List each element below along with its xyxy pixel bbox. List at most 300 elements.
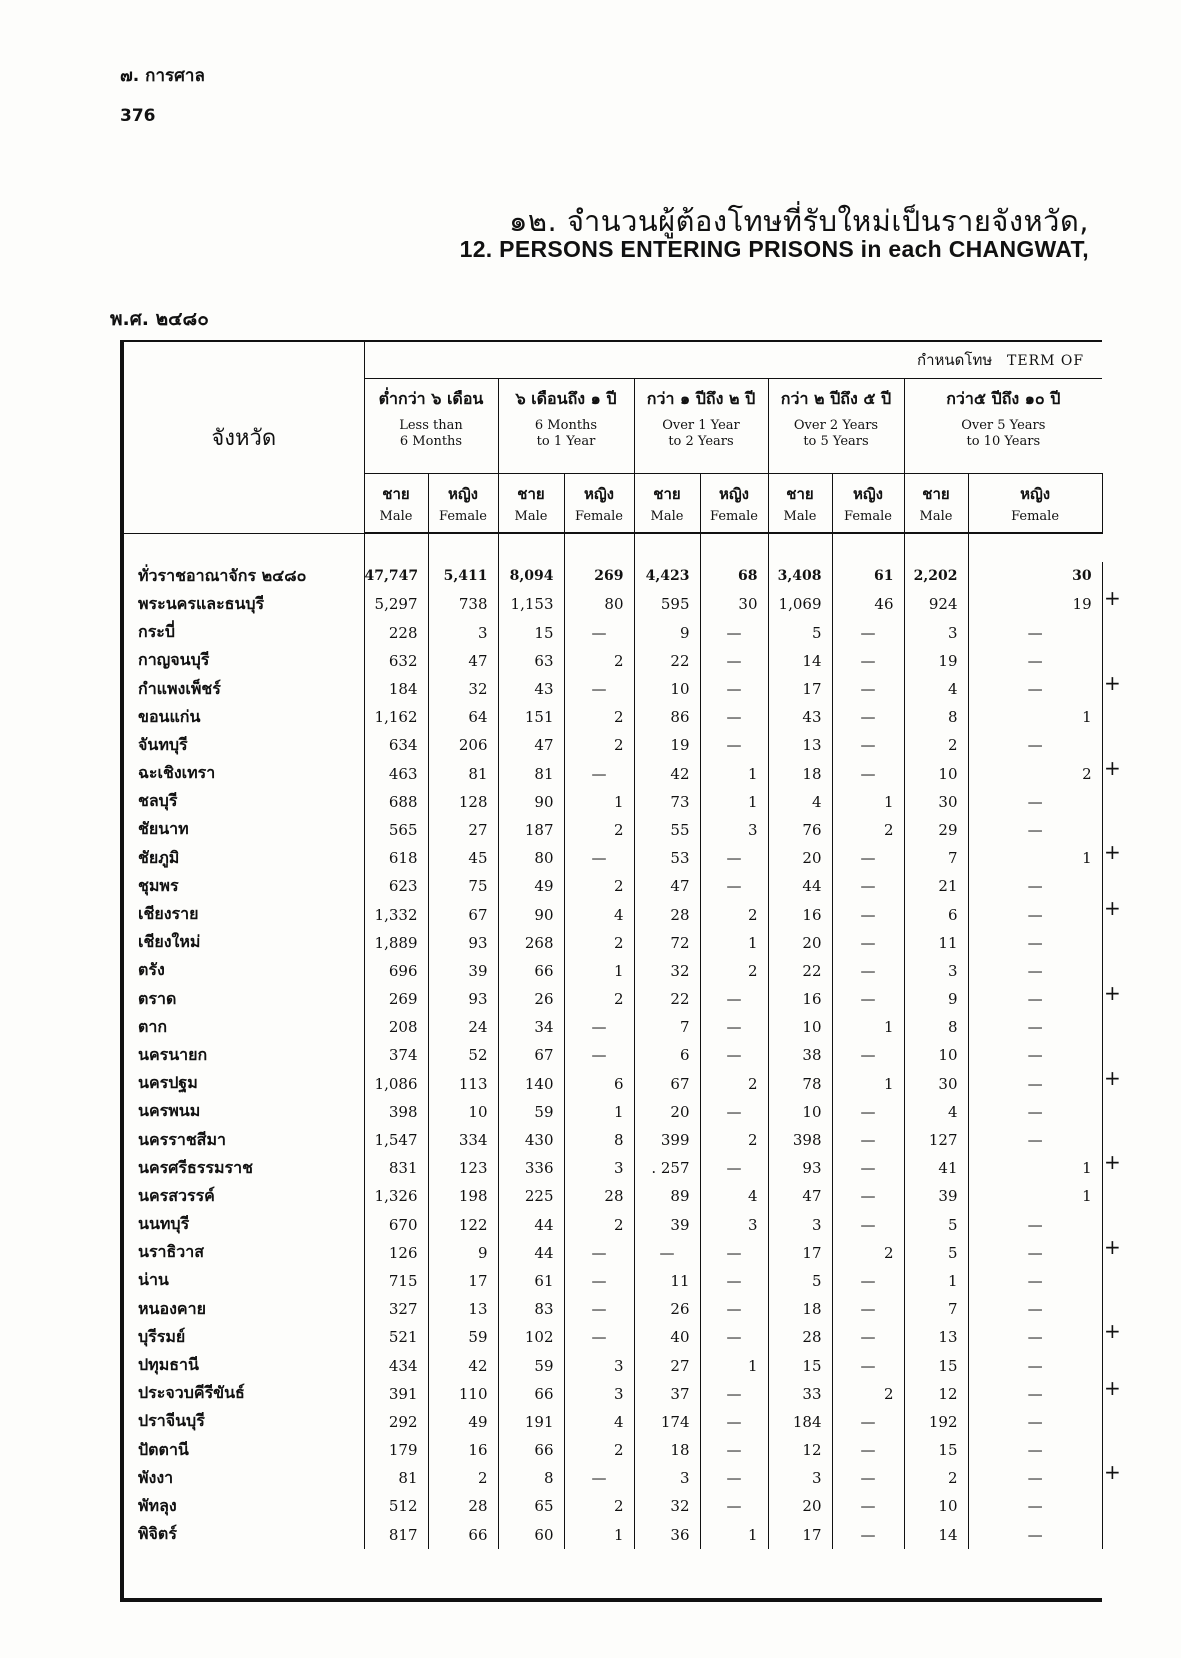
title-english: 12. PERSONS ENTERING PRISONS in each CHANGWAT, — [459, 236, 1089, 262]
female-value-cell: 67 — [428, 900, 498, 928]
female-value-cell: — — [832, 957, 904, 985]
plus-mark: + — [1104, 670, 1121, 695]
male-value-cell: 21 — [904, 872, 968, 900]
male-value-cell: 20 — [768, 1492, 832, 1520]
male-header-english: Male — [379, 509, 413, 524]
male-value-cell: 3 — [904, 957, 968, 985]
female-value-cell: 27 — [428, 816, 498, 844]
spacer-cell — [700, 533, 768, 562]
female-value-cell: — — [700, 844, 768, 872]
male-header-thai: ชาย — [517, 485, 545, 503]
province-name: นนทบุรี — [124, 1211, 364, 1239]
male-value-cell: 90 — [498, 900, 564, 928]
male-value-cell: 670 — [364, 1211, 428, 1239]
female-value-cell: — — [700, 1436, 768, 1464]
province-name: นครนายก — [124, 1041, 364, 1069]
female-header-english: Female — [1011, 509, 1060, 524]
spacer-cell — [832, 533, 904, 562]
female-value-cell: 39 — [428, 957, 498, 985]
term-group-header — [768, 379, 904, 474]
table-row — [124, 731, 1102, 759]
table-row — [124, 816, 1102, 844]
female-value-cell: — — [700, 1408, 768, 1436]
female-value-cell: 128 — [428, 788, 498, 816]
female-value-cell: — — [564, 844, 634, 872]
male-header-english: Male — [650, 509, 684, 524]
male-value-cell: 374 — [364, 1041, 428, 1069]
male-value-cell: 831 — [364, 1154, 428, 1182]
male-value-cell: 47,747 — [364, 562, 428, 590]
title-thai: ๑๒. จำนวนผู้ต้องโทษที่รับใหม่เป็นรายจังหวัด, — [509, 204, 1089, 238]
female-value-cell: — — [968, 1408, 1102, 1436]
plus-mark: + — [1104, 755, 1121, 780]
male-value-cell: 59 — [498, 1098, 564, 1126]
male-value-cell: 16 — [768, 900, 832, 928]
province-name: กำแพงเพ็ชร์ — [124, 675, 364, 703]
male-value-cell: 27 — [634, 1351, 700, 1379]
female-value-cell: 2 — [700, 957, 768, 985]
female-value-cell: — — [968, 816, 1102, 844]
female-value-cell: — — [968, 929, 1102, 957]
female-value-cell: — — [564, 1239, 634, 1267]
male-value-cell: 13 — [768, 731, 832, 759]
table-row — [124, 1323, 1102, 1351]
province-name: ขอนแก่น — [124, 703, 364, 731]
term-group-thai: ต่ำกว่า ๖ เดือน — [378, 389, 484, 408]
female-column-header — [428, 474, 498, 534]
female-value-cell: — — [564, 1464, 634, 1492]
province-name: นครพนม — [124, 1098, 364, 1126]
term-group-header — [634, 379, 768, 474]
female-value-cell: 198 — [428, 1182, 498, 1210]
year-label: พ.ศ. ๒๔๘๐ — [110, 308, 209, 330]
female-value-cell: — — [700, 1239, 768, 1267]
male-value-cell: 1,162 — [364, 703, 428, 731]
female-value-cell: — — [832, 1521, 904, 1549]
total-row — [124, 562, 1102, 590]
male-value-cell: 4 — [768, 788, 832, 816]
female-value-cell: — — [564, 1013, 634, 1041]
male-value-cell: 18 — [768, 1295, 832, 1323]
plus-mark: + — [1104, 1234, 1121, 1259]
male-value-cell: 7 — [904, 844, 968, 872]
spacer-cell — [364, 533, 428, 562]
term-group-thai: กว่า๕ ปีถึง ๑๐ ปี — [946, 389, 1061, 408]
province-header: จังหวัด — [124, 342, 364, 533]
female-value-cell: 80 — [564, 590, 634, 618]
male-value-cell: 36 — [634, 1521, 700, 1549]
male-value-cell: 14 — [768, 647, 832, 675]
male-value-cell: 28 — [768, 1323, 832, 1351]
term-group-english-1: Over 2 Years — [793, 418, 879, 433]
term-header-english: TERM OF — [1007, 353, 1085, 369]
female-value-cell: 61 — [832, 562, 904, 590]
male-value-cell: 292 — [364, 1408, 428, 1436]
male-column-header — [768, 474, 832, 534]
male-value-cell: 59 — [498, 1351, 564, 1379]
term-group-header — [364, 379, 498, 474]
female-value-cell: 2 — [564, 1492, 634, 1520]
table-row — [124, 675, 1102, 703]
female-value-cell: 4 — [700, 1182, 768, 1210]
female-value-cell: 1 — [564, 788, 634, 816]
table-row — [124, 1154, 1102, 1182]
female-value-cell: 2 — [564, 872, 634, 900]
female-value-cell: 30 — [968, 562, 1102, 590]
spacer-cell — [428, 533, 498, 562]
female-value-cell: — — [700, 1098, 768, 1126]
female-value-cell: — — [700, 1267, 768, 1295]
male-value-cell: 8,094 — [498, 562, 564, 590]
female-value-cell: 93 — [428, 985, 498, 1013]
male-value-cell: 44 — [498, 1239, 564, 1267]
province-name: เชียงใหม่ — [124, 929, 364, 957]
female-value-cell: — — [832, 1098, 904, 1126]
male-value-cell: 61 — [498, 1267, 564, 1295]
term-group-english-2: to 5 Years — [803, 434, 869, 449]
male-value-cell: 80 — [498, 844, 564, 872]
female-value-cell: — — [700, 1013, 768, 1041]
male-value-cell: 1 — [904, 1267, 968, 1295]
table-row — [124, 1098, 1102, 1126]
female-value-cell: 45 — [428, 844, 498, 872]
male-header-thai: ชาย — [382, 485, 410, 503]
male-value-cell: 8 — [904, 703, 968, 731]
male-value-cell: 1,326 — [364, 1182, 428, 1210]
table-row — [124, 1239, 1102, 1267]
male-value-cell: 81 — [364, 1464, 428, 1492]
male-value-cell: 715 — [364, 1267, 428, 1295]
female-value-cell: — — [968, 1013, 1102, 1041]
male-value-cell: 1,547 — [364, 1126, 428, 1154]
term-group-english-2: to 1 Year — [536, 434, 596, 449]
female-header-thai: หญิง — [719, 485, 749, 503]
page-number: 376 — [120, 106, 156, 126]
spacer-cell — [498, 533, 564, 562]
term-header-thai: กำหนดโทษ — [917, 351, 993, 369]
female-value-cell: 8 — [564, 1126, 634, 1154]
female-value-cell: 1 — [832, 1070, 904, 1098]
table-row — [124, 872, 1102, 900]
female-value-cell: — — [968, 1295, 1102, 1323]
spacer-cell — [968, 533, 1102, 562]
male-value-cell: 151 — [498, 703, 564, 731]
male-value-cell: 32 — [634, 1492, 700, 1520]
female-value-cell: — — [832, 1408, 904, 1436]
male-value-cell: 924 — [904, 590, 968, 618]
plus-mark: + — [1104, 896, 1121, 921]
male-value-cell: 37 — [634, 1380, 700, 1408]
male-value-cell: 327 — [364, 1295, 428, 1323]
female-value-cell: 64 — [428, 703, 498, 731]
male-value-cell: 34 — [498, 1013, 564, 1041]
male-value-cell: 208 — [364, 1013, 428, 1041]
male-value-cell: 63 — [498, 647, 564, 675]
female-value-cell: — — [832, 1154, 904, 1182]
female-value-cell: 10 — [428, 1098, 498, 1126]
male-value-cell: 15 — [768, 1351, 832, 1379]
female-value-cell: — — [832, 1351, 904, 1379]
plus-mark: + — [1104, 1460, 1121, 1485]
female-value-cell: — — [832, 1211, 904, 1239]
female-value-cell: — — [968, 1041, 1102, 1069]
female-value-cell: 9 — [428, 1239, 498, 1267]
province-name: ชัยภูมิ — [124, 844, 364, 872]
spacer-cell — [768, 533, 832, 562]
male-value-cell: 38 — [768, 1041, 832, 1069]
male-value-cell: 817 — [364, 1521, 428, 1549]
female-value-cell: — — [700, 1323, 768, 1351]
plus-mark: + — [1104, 981, 1121, 1005]
male-value-cell: 5,297 — [364, 590, 428, 618]
female-value-cell: 2 — [832, 816, 904, 844]
female-value-cell: 110 — [428, 1380, 498, 1408]
female-value-cell: — — [968, 985, 1102, 1013]
female-value-cell: 46 — [832, 590, 904, 618]
female-value-cell: 3 — [700, 816, 768, 844]
term-group-english-2: to 2 Years — [668, 434, 734, 449]
male-column-header — [498, 474, 564, 534]
male-value-cell: 32 — [634, 957, 700, 985]
male-value-cell: 595 — [634, 590, 700, 618]
male-value-cell: 17 — [768, 675, 832, 703]
table-row — [124, 1408, 1102, 1436]
male-value-cell: 47 — [498, 731, 564, 759]
female-value-cell: — — [564, 1267, 634, 1295]
male-value-cell: 3 — [768, 1211, 832, 1239]
female-value-cell: — — [700, 1041, 768, 1069]
male-value-cell: 22 — [768, 957, 832, 985]
male-value-cell: 3 — [768, 1464, 832, 1492]
female-value-cell: — — [832, 1126, 904, 1154]
female-value-cell: — — [832, 929, 904, 957]
female-value-cell: — — [832, 619, 904, 647]
province-name: ประจวบคีรีขันธ์ — [124, 1380, 364, 1408]
female-value-cell: 2 — [564, 703, 634, 731]
term-group-thai: กว่า ๒ ปีถึง ๕ ปี — [780, 389, 892, 408]
female-value-cell: — — [832, 900, 904, 928]
male-value-cell: 228 — [364, 619, 428, 647]
female-value-cell: — — [832, 675, 904, 703]
male-value-cell: 4 — [904, 675, 968, 703]
female-value-cell: 93 — [428, 929, 498, 957]
female-value-cell: — — [968, 1070, 1102, 1098]
male-value-cell: 336 — [498, 1154, 564, 1182]
province-name: กาญจนบุรี — [124, 647, 364, 675]
female-value-cell: 2 — [564, 929, 634, 957]
female-value-cell: — — [700, 872, 768, 900]
province-name: ปทุมธานี — [124, 1351, 364, 1379]
male-value-cell: 3 — [904, 619, 968, 647]
term-group-english-1: Over 1 Year — [662, 418, 740, 433]
term-group-english-1: 6 Months — [534, 418, 598, 433]
female-value-cell: — — [832, 1267, 904, 1295]
plus-mark: + — [1104, 586, 1121, 611]
female-value-cell: 75 — [428, 872, 498, 900]
male-value-cell: 225 — [498, 1182, 564, 1210]
female-column-header — [700, 474, 768, 534]
female-value-cell: 24 — [428, 1013, 498, 1041]
male-header-thai: ชาย — [653, 485, 681, 503]
female-value-cell: — — [700, 1380, 768, 1408]
term-group-english-1: Over 5 Years — [961, 418, 1046, 433]
male-value-cell: 67 — [634, 1070, 700, 1098]
male-value-cell: 399 — [634, 1126, 700, 1154]
female-value-cell: — — [968, 1098, 1102, 1126]
province-name: ทั่วราชอาณาจักร ๒๔๘๐ — [124, 562, 364, 590]
male-value-cell: 6 — [904, 900, 968, 928]
female-value-cell: — — [832, 731, 904, 759]
female-value-cell: 28 — [428, 1492, 498, 1520]
female-value-cell: 3 — [564, 1351, 634, 1379]
male-value-cell: 268 — [498, 929, 564, 957]
female-value-cell: 1 — [832, 788, 904, 816]
female-value-cell: 2 — [428, 1464, 498, 1492]
female-value-cell: — — [968, 1126, 1102, 1154]
male-value-cell: 5 — [904, 1211, 968, 1239]
province-name: นครปฐม — [124, 1070, 364, 1098]
male-value-cell: 16 — [768, 985, 832, 1013]
male-value-cell: 269 — [364, 985, 428, 1013]
male-column-header — [364, 474, 428, 534]
male-value-cell: 565 — [364, 816, 428, 844]
plus-mark: + — [1104, 1375, 1121, 1400]
male-value-cell: 83 — [498, 1295, 564, 1323]
male-value-cell: 41 — [904, 1154, 968, 1182]
female-value-cell: — — [832, 1323, 904, 1351]
female-value-cell: 2 — [564, 985, 634, 1013]
male-value-cell: 3,408 — [768, 562, 832, 590]
female-value-cell: — — [564, 1041, 634, 1069]
male-value-cell: 191 — [498, 1408, 564, 1436]
female-value-cell: 13 — [428, 1295, 498, 1323]
female-value-cell: 2 — [832, 1239, 904, 1267]
female-value-cell: 122 — [428, 1211, 498, 1239]
province-name: พิจิตร์ — [124, 1521, 364, 1549]
female-value-cell: — — [700, 1464, 768, 1492]
male-value-cell: 81 — [498, 760, 564, 788]
male-value-cell: 53 — [634, 844, 700, 872]
province-name: กระบี่ — [124, 619, 364, 647]
table-row — [124, 590, 1102, 618]
male-value-cell: 93 — [768, 1154, 832, 1182]
male-value-cell: 17 — [768, 1521, 832, 1549]
female-value-cell: — — [968, 1211, 1102, 1239]
female-value-cell: 1 — [832, 1013, 904, 1041]
province-name: น่าน — [124, 1267, 364, 1295]
male-value-cell: 463 — [364, 760, 428, 788]
plus-mark: + — [1104, 1065, 1121, 1090]
male-value-cell: 76 — [768, 816, 832, 844]
male-value-cell: 187 — [498, 816, 564, 844]
female-value-cell: 1 — [700, 1521, 768, 1549]
male-value-cell: 19 — [634, 731, 700, 759]
table-row — [124, 1295, 1102, 1323]
male-value-cell: 29 — [904, 816, 968, 844]
table-row — [124, 929, 1102, 957]
table-row — [124, 1041, 1102, 1069]
male-value-cell: 60 — [498, 1521, 564, 1549]
plus-mark: + — [1104, 1319, 1121, 1344]
male-value-cell: 19 — [904, 647, 968, 675]
male-value-cell: 8 — [904, 1013, 968, 1041]
female-header-english: Female — [710, 509, 758, 524]
male-value-cell: 179 — [364, 1436, 428, 1464]
table-row — [124, 1521, 1102, 1549]
province-name: ชลบุรี — [124, 788, 364, 816]
province-name: ตรัง — [124, 957, 364, 985]
male-value-cell: 102 — [498, 1323, 564, 1351]
term-group-header — [498, 379, 634, 474]
female-value-cell: — — [700, 647, 768, 675]
male-value-cell: 688 — [364, 788, 428, 816]
female-value-cell: — — [968, 957, 1102, 985]
table-row — [124, 1126, 1102, 1154]
term-group-thai: กว่า ๑ ปีถึง ๒ ปี — [646, 389, 756, 408]
spacer-cell — [124, 533, 364, 562]
female-value-cell: 1 — [968, 703, 1102, 731]
male-value-cell: 398 — [768, 1126, 832, 1154]
male-header-english: Male — [919, 509, 953, 524]
table-row — [124, 1070, 1102, 1098]
province-name: จันทบุรี — [124, 731, 364, 759]
male-value-cell: 434 — [364, 1351, 428, 1379]
male-value-cell: 192 — [904, 1408, 968, 1436]
female-column-header — [968, 474, 1102, 534]
male-value-cell: 42 — [634, 760, 700, 788]
female-value-cell: 52 — [428, 1041, 498, 1069]
female-value-cell: 1 — [700, 788, 768, 816]
male-column-header — [904, 474, 968, 534]
male-value-cell: 44 — [498, 1211, 564, 1239]
male-value-cell: 13 — [904, 1323, 968, 1351]
female-header-english: Female — [439, 509, 487, 524]
female-value-cell: — — [832, 1464, 904, 1492]
male-value-cell: 73 — [634, 788, 700, 816]
female-value-cell: 42 — [428, 1351, 498, 1379]
table-row — [124, 1013, 1102, 1041]
province-name: ตาก — [124, 1013, 364, 1041]
female-value-cell: 1 — [968, 1182, 1102, 1210]
female-value-cell: — — [968, 1323, 1102, 1351]
female-value-cell: — — [968, 619, 1102, 647]
male-value-cell: 430 — [498, 1126, 564, 1154]
female-value-cell: — — [968, 900, 1102, 928]
male-value-cell: 140 — [498, 1070, 564, 1098]
male-value-cell: 66 — [498, 1380, 564, 1408]
female-value-cell: — — [832, 703, 904, 731]
male-value-cell: 1,889 — [364, 929, 428, 957]
female-header-thai: หญิง — [584, 485, 614, 503]
male-value-cell: 11 — [634, 1267, 700, 1295]
male-value-cell: 3 — [634, 1464, 700, 1492]
female-value-cell: — — [700, 619, 768, 647]
female-value-cell: 2 — [968, 760, 1102, 788]
male-value-cell: 126 — [364, 1239, 428, 1267]
female-value-cell: 16 — [428, 1436, 498, 1464]
table-row — [124, 1211, 1102, 1239]
female-value-cell: 47 — [428, 647, 498, 675]
female-value-cell: — — [700, 1492, 768, 1520]
female-value-cell: — — [564, 1295, 634, 1323]
section-label: ๗. การศาล — [120, 66, 205, 86]
table-row — [124, 1182, 1102, 1210]
province-name: พัทลุง — [124, 1492, 364, 1520]
male-value-cell: 696 — [364, 957, 428, 985]
male-value-cell: 17 — [768, 1239, 832, 1267]
table-row — [124, 703, 1102, 731]
male-value-cell: 66 — [498, 957, 564, 985]
